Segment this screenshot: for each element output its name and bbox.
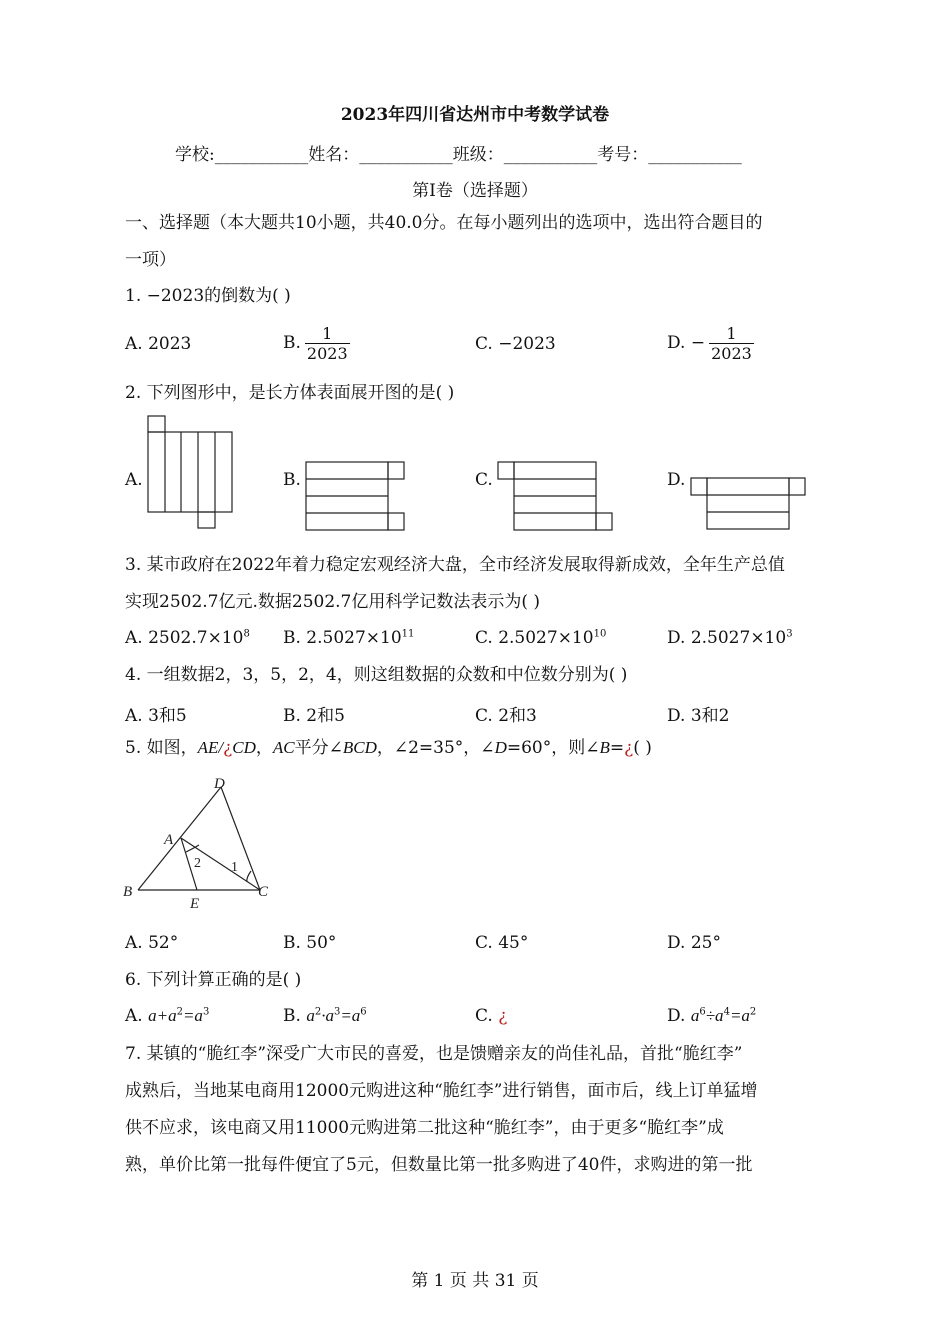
q5-stem-end: ( ) <box>633 738 652 758</box>
q1-option-b <box>283 324 350 363</box>
q5-triangle-figure <box>120 774 280 914</box>
instructions-line-1: 一、选择题（本大题共10小题，共40.0分。在每小题列出的选项中，选出符合题目的 <box>125 213 763 233</box>
q5-label-angle-1: 1 <box>231 860 238 875</box>
q6-d-exp-3: 2 <box>749 1006 757 1018</box>
q6-b-exp-2: 3 <box>333 1006 341 1018</box>
q2-net-d <box>689 476 811 534</box>
q5-line-ac <box>181 838 260 890</box>
q5-label-c: C <box>258 884 269 900</box>
q5-stem-rest-3: ，∠2=35°，∠ <box>376 738 495 758</box>
q4-option-d: D. 3和2 <box>667 706 730 726</box>
q5-garbled-char-2: ¿ <box>624 738 634 758</box>
q5-label-a: A <box>164 832 174 848</box>
q4-stem: 4. 一组数据2，3，5，2，4，则这组数据的众数和中位数分别为( ) <box>125 665 628 685</box>
q6-option-b <box>283 1006 367 1026</box>
q6-a-exp-1: 2 <box>176 1006 183 1018</box>
q5-label-e: E <box>190 896 200 912</box>
q5-angle-bcd: BCD <box>342 738 377 757</box>
q7-line-3: 供不应求，该电商又用11000元购进第二批这种“脆红李”，由于更多“脆红李”成 <box>125 1118 724 1138</box>
q6-b-eq: =a <box>340 1006 361 1025</box>
q3-option-c <box>475 628 606 648</box>
q3-a-exponent: 8 <box>243 628 250 640</box>
q5-parallel-sign: / <box>218 738 224 757</box>
q4-option-a: A. 3和5 <box>125 706 187 726</box>
q3-c-exponent: 10 <box>593 628 607 640</box>
q5-line-bd <box>138 787 221 890</box>
q5-label-angle-2: 2 <box>194 856 201 871</box>
q1-option-d-prefix: D. − <box>667 333 706 353</box>
q5-seg-ac: AC <box>272 738 295 757</box>
q1-option-d <box>667 324 754 363</box>
q5-stem-rest-4: =60°，则∠ <box>506 738 600 758</box>
q3-option-a <box>125 628 250 648</box>
q5-stem-rest-5: = <box>609 738 625 758</box>
q1-option-b-prefix: B. <box>283 333 301 353</box>
q6-option-d <box>667 1006 756 1026</box>
q6-b-prefix: B. <box>283 1006 307 1026</box>
q5-option-d: D. 25° <box>667 933 721 953</box>
q7-line-1: 7. 某镇的“脆红李”深受广大市民的喜爱，也是馈赠亲友的尚佳礼品，首批“脆红李” <box>125 1044 743 1064</box>
q5-point-d: D <box>494 738 507 757</box>
q3-line-1: 3. 某市政府在2022年着力稳定宏观经济大盘，全市经济发展取得新成效，全年生产总值 <box>125 555 785 575</box>
q3-a-base: A. 2502.7×10 <box>125 628 244 648</box>
q6-b-dot: ·a <box>321 1006 334 1025</box>
q3-c-base: C. 2.5027×10 <box>475 628 594 648</box>
q5-angle-arc-1 <box>247 871 251 882</box>
q3-option-d <box>667 628 793 648</box>
q5-seg-ae: AE <box>197 738 219 757</box>
q2-label-c: C. <box>475 470 493 490</box>
q6-a-eq: =a <box>182 1006 203 1025</box>
q2-net-c <box>496 460 616 534</box>
q1-d-numerator: 1 <box>709 324 754 344</box>
q6-d-exp-1: 6 <box>699 1006 706 1018</box>
q5-line-dc <box>221 787 260 890</box>
q2-label-b: B. <box>283 470 301 490</box>
q2-stem: 2. 下列图形中，是长方体表面展开图的是( ) <box>125 383 455 403</box>
q2-label-d: D. <box>667 470 686 490</box>
q5-option-c: C. 45° <box>475 933 529 953</box>
q5-stem <box>125 737 652 759</box>
q5-option-a: A. 52° <box>125 933 179 953</box>
q1-d-denominator: 2023 <box>711 344 752 363</box>
q6-d-eq: =a <box>729 1006 750 1025</box>
q5-garbled-char: ¿ <box>223 738 233 758</box>
instructions-line-2: 一项） <box>125 250 176 270</box>
q1-option-b-fraction <box>305 324 350 363</box>
student-info-line: 学校:___________姓名：___________班级：___________考号：___________ <box>175 145 742 165</box>
section-title: 第Ⅰ卷（选择题） <box>412 181 538 201</box>
q6-d-div: ÷a <box>705 1006 724 1025</box>
q6-c-prefix: C. <box>475 1006 499 1026</box>
q3-b-base: B. 2.5027×10 <box>283 628 402 648</box>
page-title: 2023年四川省达州市中考数学试卷 <box>340 105 610 125</box>
q6-b-expr: a <box>306 1006 315 1025</box>
q5-label-b: B <box>123 884 133 900</box>
q6-b-exp-3: 6 <box>360 1006 367 1018</box>
q5-stem-prefix: 5. 如图， <box>125 738 198 758</box>
q5-label-d: D <box>214 776 225 792</box>
q6-option-c <box>475 1006 507 1026</box>
q3-d-exponent: 3 <box>786 628 793 640</box>
q6-c-garbled-char: ¿ <box>498 1006 508 1026</box>
q3-line-2: 实现2502.7亿元.数据2502.7亿用科学记数法表示为( ) <box>125 592 541 612</box>
q6-d-exp-2: 4 <box>723 1006 730 1018</box>
q2-label-a: A. <box>125 470 143 490</box>
q3-b-exponent: 11 <box>401 628 415 640</box>
q6-d-expr: a <box>690 1006 700 1025</box>
q2-net-a <box>146 414 236 532</box>
q1-option-d-fraction <box>709 324 754 363</box>
q6-d-prefix: D. <box>667 1006 691 1026</box>
page-footer: 第 1 页 共 31 页 <box>411 1271 539 1291</box>
q7-line-2: 成熟后，当地某电商用12000元购进这种“脆红李”进行销售，面市后，线上订单猛增 <box>125 1081 758 1101</box>
q1-b-numerator: 1 <box>305 324 350 344</box>
q6-a-exp-2: 3 <box>202 1006 210 1018</box>
q5-stem-rest-1: ， <box>255 738 273 758</box>
q3-option-b <box>283 628 414 648</box>
q7-line-4: 熟，单价比第一批每件便宜了5元，但数量比第一批多购进了40件，求购进的第一批 <box>125 1155 753 1175</box>
q1-option-c: C. −2023 <box>475 334 556 354</box>
q2-net-b <box>304 460 408 534</box>
q1-b-denominator: 2023 <box>306 344 348 363</box>
q6-stem: 6. 下列计算正确的是( ) <box>125 970 302 990</box>
q3-d-base: D. 2.5027×10 <box>667 628 787 648</box>
q6-option-a <box>125 1006 209 1026</box>
q6-a-expr: a+a <box>148 1006 177 1025</box>
q5-seg-cd: CD <box>232 738 256 757</box>
q4-option-c: C. 2和3 <box>475 706 537 726</box>
q4-option-b: B. 2和5 <box>283 706 345 726</box>
q1-option-a: A. 2023 <box>125 334 192 354</box>
q1-stem: 1. −2023的倒数为( ) <box>125 286 291 306</box>
q6-a-prefix: A. <box>125 1006 149 1026</box>
q6-b-exp-1: 2 <box>314 1006 322 1018</box>
q5-point-b: B <box>599 738 610 757</box>
q5-option-b: B. 50° <box>283 933 337 953</box>
q5-stem-rest-2: 平分∠ <box>294 738 343 758</box>
